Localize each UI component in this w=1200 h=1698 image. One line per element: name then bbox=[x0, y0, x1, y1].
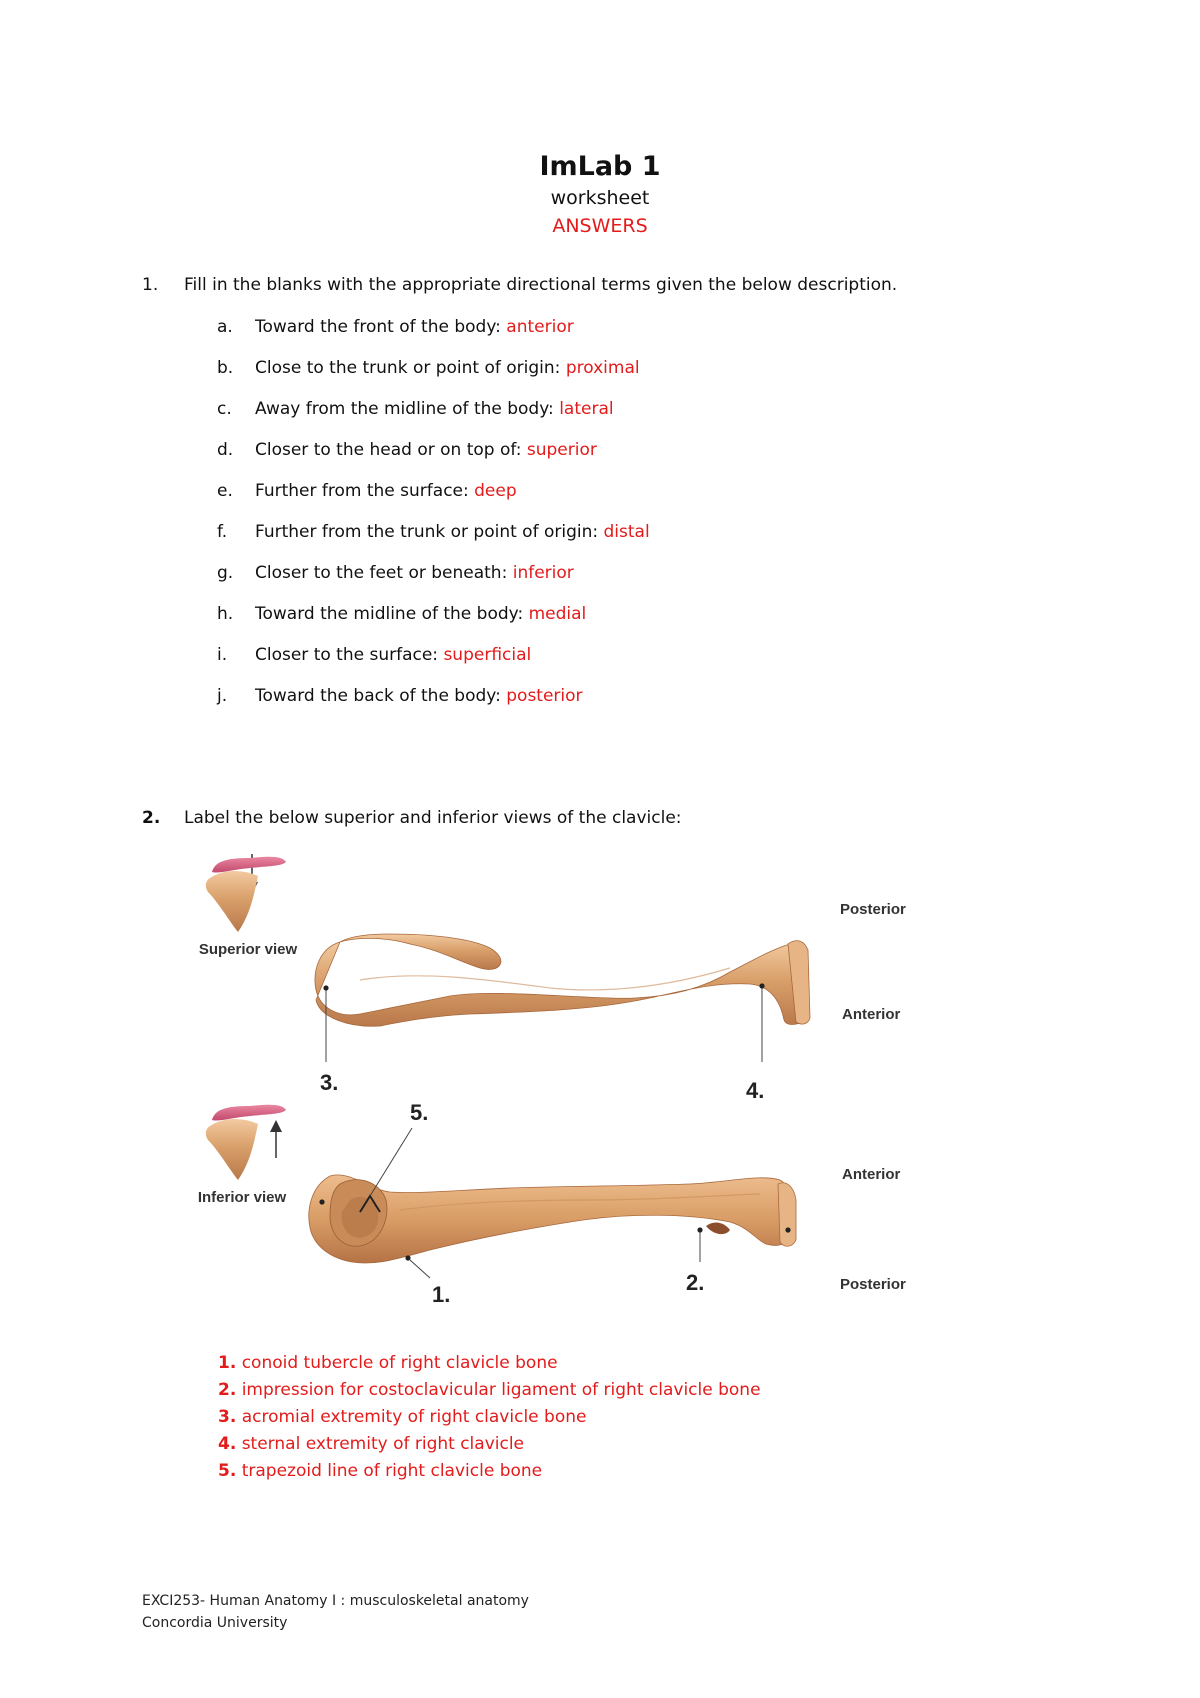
callout-point-3 bbox=[323, 985, 328, 990]
callout-label-5: 5. bbox=[410, 1100, 429, 1125]
question-1-item bbox=[217, 562, 650, 603]
item-text: Toward the front of the body: bbox=[255, 317, 501, 337]
clavicle-icon bbox=[212, 1105, 286, 1121]
scapula-icon bbox=[206, 1119, 258, 1180]
question-1-item bbox=[217, 521, 650, 562]
answers-heading: ANSWERS bbox=[552, 215, 648, 237]
answer-text: conoid tubercle of right clavicle bone bbox=[241, 1353, 558, 1373]
question-1-item bbox=[217, 398, 650, 439]
footer-university: Concordia University bbox=[142, 1615, 288, 1631]
answer-item bbox=[218, 1431, 761, 1458]
inferior-view-label: Inferior view bbox=[197, 1189, 287, 1206]
answer-item bbox=[218, 1350, 761, 1377]
item-answer: inferior bbox=[512, 563, 574, 583]
page-title: ImLab 1 bbox=[539, 151, 661, 182]
question-1-prompt bbox=[142, 274, 897, 296]
page-subtitle: worksheet bbox=[550, 187, 650, 209]
callout-label-1: 1. bbox=[432, 1282, 451, 1307]
answer-number: 2. bbox=[218, 1380, 237, 1400]
answer-number: 4. bbox=[218, 1434, 237, 1454]
item-answer: proximal bbox=[565, 358, 640, 378]
callout-label-2: 2. bbox=[686, 1270, 705, 1295]
answer-text: acromial extremity of right clavicle bone bbox=[241, 1407, 587, 1427]
question-2-prompt bbox=[142, 807, 682, 829]
answer-text: trapezoid line of right clavicle bone bbox=[241, 1461, 543, 1481]
callout-label-4: 4. bbox=[746, 1078, 765, 1103]
item-answer: superficial bbox=[443, 645, 532, 665]
scapula-icon bbox=[206, 871, 258, 932]
anterior-label-top: Anterior bbox=[842, 1006, 901, 1023]
page-footer bbox=[142, 1590, 529, 1634]
question-1-item bbox=[217, 316, 650, 357]
item-text: Close to the trunk or point of origin: bbox=[255, 358, 561, 378]
item-letter: i. bbox=[217, 645, 228, 665]
item-letter: a. bbox=[217, 317, 233, 337]
item-text: Toward the back of the body: bbox=[255, 686, 501, 706]
item-letter: c. bbox=[217, 399, 232, 419]
item-text: Closer to the feet or beneath: bbox=[255, 563, 508, 583]
answer-item bbox=[218, 1458, 761, 1485]
clavicle-icon bbox=[212, 857, 286, 873]
answer-text: sternal extremity of right clavicle bbox=[241, 1434, 525, 1454]
clavicle-answers bbox=[218, 1350, 761, 1485]
item-letter: h. bbox=[217, 604, 234, 624]
clavicle-superior-bone bbox=[315, 942, 806, 1026]
item-text: Closer to the head or on top of: bbox=[255, 440, 522, 460]
question-1-item bbox=[217, 439, 650, 480]
question-2-text: Label the below superior and inferior views of the clavicle: bbox=[184, 808, 682, 828]
item-text: Further from the trunk or point of origin: bbox=[255, 522, 599, 542]
question-1-number: 1. bbox=[142, 275, 159, 295]
title-block bbox=[0, 150, 1200, 240]
callout-line-5 bbox=[370, 1128, 412, 1196]
anterior-label-bottom: Anterior bbox=[842, 1166, 901, 1183]
item-letter: f. bbox=[217, 522, 228, 542]
clavicle-inferior-sternal-end bbox=[778, 1183, 796, 1246]
item-answer: posterior bbox=[506, 686, 583, 706]
question-1-item bbox=[217, 603, 650, 644]
inferior-view-thumbnail bbox=[198, 1105, 287, 1206]
answer-item bbox=[218, 1377, 761, 1404]
question-1-item bbox=[217, 357, 650, 398]
question-1-item bbox=[217, 685, 650, 726]
answer-number: 5. bbox=[218, 1461, 237, 1481]
item-answer: deep bbox=[474, 481, 517, 501]
item-answer: superior bbox=[526, 440, 597, 460]
inferior-clavicle bbox=[309, 1100, 906, 1307]
question-1-items bbox=[217, 316, 650, 726]
end-dot bbox=[785, 1227, 790, 1232]
question-1-item bbox=[217, 480, 650, 521]
clavicle-superior-acromial-end bbox=[340, 934, 501, 969]
item-letter: e. bbox=[217, 481, 233, 501]
item-text: Further from the surface: bbox=[255, 481, 469, 501]
superior-clavicle bbox=[315, 901, 906, 1103]
callout-label-3: 3. bbox=[320, 1070, 339, 1095]
callout-point-2 bbox=[697, 1227, 702, 1232]
callout-point-4 bbox=[759, 983, 764, 988]
end-dot bbox=[319, 1199, 324, 1204]
bone-texture bbox=[360, 968, 730, 990]
callout-point-1 bbox=[405, 1255, 410, 1260]
posterior-label-top: Posterior bbox=[840, 901, 906, 918]
item-answer: lateral bbox=[559, 399, 614, 419]
answer-number: 1. bbox=[218, 1353, 237, 1373]
item-answer: distal bbox=[603, 522, 650, 542]
superior-view-label: Superior view bbox=[198, 941, 298, 958]
item-text: Toward the midline of the body: bbox=[255, 604, 524, 624]
superior-view-thumbnail bbox=[199, 854, 298, 958]
callout-line-1 bbox=[410, 1260, 430, 1278]
question-2-number: 2. bbox=[142, 808, 161, 828]
item-text: Away from the midline of the body: bbox=[255, 399, 554, 419]
footer-course: EXCI253- Human Anatomy I : musculoskeletal anatomy bbox=[142, 1593, 529, 1609]
item-answer: medial bbox=[528, 604, 587, 624]
answer-number: 3. bbox=[218, 1407, 237, 1427]
question-1-text: Fill in the blanks with the appropriate directional terms given the below description. bbox=[184, 275, 898, 295]
answer-text: impression for costoclavicular ligament of right clavicle bone bbox=[241, 1380, 761, 1400]
costoclavicular-impression bbox=[706, 1223, 730, 1235]
question-1-item bbox=[217, 644, 650, 685]
item-letter: j. bbox=[217, 686, 228, 706]
answer-item bbox=[218, 1404, 761, 1431]
clavicle-figure bbox=[190, 850, 950, 1330]
item-letter: b. bbox=[217, 358, 234, 378]
item-letter: g. bbox=[217, 563, 234, 583]
posterior-label-bottom: Posterior bbox=[840, 1276, 906, 1293]
item-letter: d. bbox=[217, 440, 234, 460]
item-answer: anterior bbox=[506, 317, 574, 337]
item-text: Closer to the surface: bbox=[255, 645, 439, 665]
